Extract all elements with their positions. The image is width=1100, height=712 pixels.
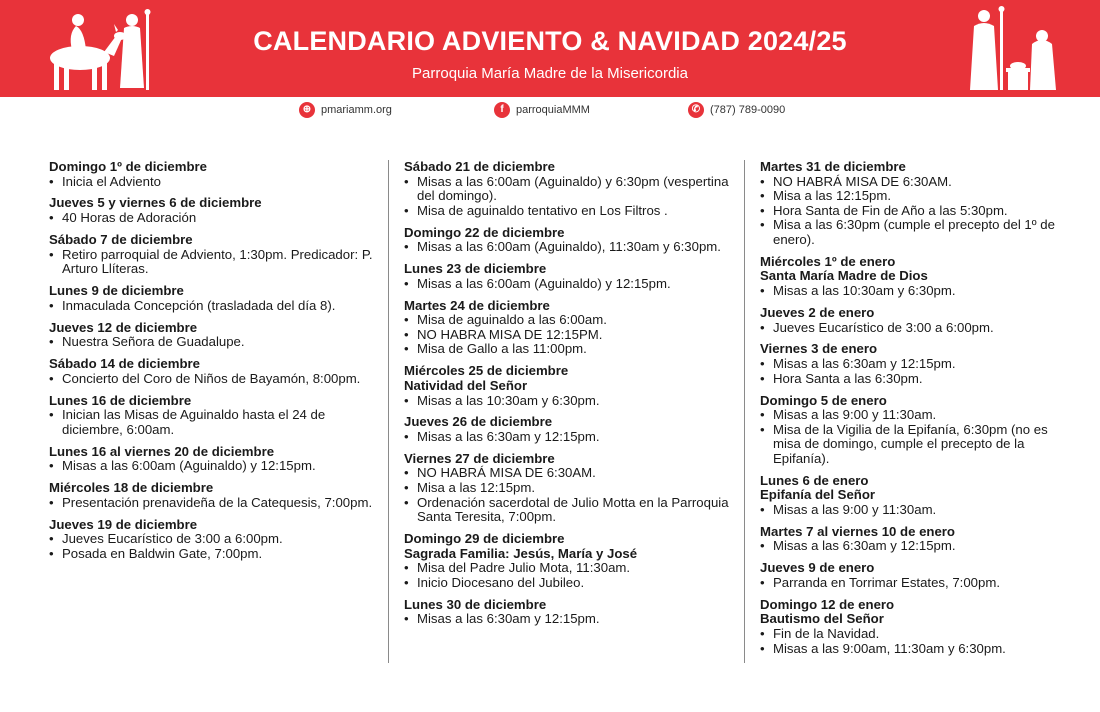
event-date: Martes 7 al viernes 10 de enero: [760, 523, 955, 539]
event-date: Domingo 12 de enero: [760, 596, 895, 612]
calendar-event: [760, 474, 1060, 518]
event-date: Sábado 14 de diciembre: [49, 356, 200, 372]
calendar-event: [760, 525, 1060, 554]
event-item: [760, 539, 1060, 554]
calendar-event: [49, 196, 379, 225]
event-item-text: Hora Santa a las 6:30pm.: [773, 370, 923, 386]
event-date: Miércoles 1º de enero: [760, 253, 896, 269]
column-3: [760, 160, 1060, 663]
event-date: Martes 31 de diciembre: [760, 159, 906, 174]
calendar-event: [49, 233, 379, 277]
event-item-text: Posada en Baldwin Gate, 7:00pm.: [62, 545, 263, 561]
calendar-event: [49, 481, 379, 510]
event-item-text: Ordenación sacerdotal de Julio Motta en la Parroquia Santa Teresita, 7:00pm.: [417, 494, 729, 525]
event-feast: Natividad del Señor: [404, 377, 528, 393]
event-item: [49, 175, 379, 190]
event-item-text: Misas a las 6:30am y 12:15pm.: [417, 611, 600, 627]
event-item-text: Misas a las 6:30am y 12:15pm.: [773, 538, 956, 554]
event-date: Lunes 30 de diciembre: [404, 596, 547, 612]
event-item-text: Misas a las 9:00 y 11:30am.: [773, 501, 937, 517]
event-item: [404, 576, 734, 591]
event-item: [404, 328, 734, 343]
event-feast: Bautismo del Señor: [760, 611, 884, 627]
event-date: Lunes 16 de diciembre: [49, 392, 192, 408]
event-item: [404, 496, 734, 525]
parish-name: Parroquia María Madre de la Misericordia: [412, 65, 688, 82]
event-item: [404, 481, 734, 496]
event-date: Domingo 1º de diciembre: [49, 159, 207, 174]
calendar-event: [49, 321, 379, 350]
event-item-text: Misas a las 6:30am y 12:15pm.: [417, 428, 600, 444]
calendar-event: [404, 532, 734, 590]
column-1: [49, 160, 379, 569]
event-item-text: Misa de aguinaldo tentativo en Los Filtros .: [417, 202, 668, 218]
calendar-event: [404, 415, 734, 444]
phone-icon: ✆: [688, 102, 704, 118]
calendar-event: [404, 160, 734, 218]
event-item: [760, 204, 1060, 219]
event-item-text: 40 Horas de Adoración: [62, 210, 197, 226]
event-item-text: Presentación prenavideña de la Catequesis, 7:00pm.: [62, 494, 373, 510]
event-item: [404, 313, 734, 328]
website-text: pmariamm.org: [321, 104, 392, 116]
column-2: [404, 160, 734, 634]
event-item-text: Misas a las 9:00am, 11:30am y 6:30pm.: [773, 640, 1006, 656]
event-item-text: Concierto del Coro de Niños de Bayamón, 8:00pm.: [62, 370, 361, 386]
header-banner: [0, 0, 1100, 97]
event-item-text: Inician las Misas de Aguinaldo hasta el 24 de diciembre, 6:00am.: [62, 407, 326, 437]
event-item-text: Misa de la Vigilia de la Epifanía, 6:30pm (no es misa de domingo, cumple el precepto de la Epifanía).: [773, 421, 1048, 466]
phone-text: (787) 789-0090: [710, 104, 786, 116]
event-item-text: Retiro parroquial de Adviento, 1:30pm. Predicador: P. Arturo Llíteras.: [62, 246, 373, 277]
event-item: [49, 496, 379, 511]
event-item-text: Misas a las 6:00am (Aguinaldo) y 12:15pm.: [417, 275, 671, 291]
calendar-event: [49, 160, 379, 189]
event-item-text: Inmaculada Concepción (trasladada del día 8).: [62, 297, 336, 313]
event-item: [760, 218, 1060, 247]
event-item: [404, 561, 734, 576]
event-item: [760, 408, 1060, 423]
event-item: [760, 357, 1060, 372]
event-item: [760, 503, 1060, 518]
event-item-text: NO HABRA MISA DE 12:15PM.: [417, 326, 603, 342]
event-date: Miércoles 25 de diciembre: [404, 363, 569, 379]
event-item-text: Misas a las 10:30am y 6:30pm.: [417, 392, 600, 408]
event-item: [404, 394, 734, 409]
calendar-event: [49, 394, 379, 438]
calendar-event: [760, 342, 1060, 386]
event-item: [404, 342, 734, 357]
event-item-text: Nuestra Señora de Guadalupe.: [62, 334, 245, 350]
event-date: Domingo 29 de diciembre: [404, 531, 565, 547]
event-item-text: NO HABRÁ MISA DE 6:30AM.: [417, 465, 596, 481]
event-item-text: Misa del Padre Julio Mota, 11:30am.: [417, 560, 631, 576]
event-feast: Sagrada Familia: Jesús, María y José: [404, 545, 638, 561]
event-date: Jueves 9 de enero: [760, 560, 875, 576]
calendar-event: [760, 306, 1060, 335]
event-item-text: NO HABRÁ MISA DE 6:30AM.: [773, 173, 952, 189]
phone-link[interactable]: [688, 102, 785, 118]
contact-bar: [0, 100, 1100, 122]
calendar-event: [49, 445, 379, 474]
event-item: [49, 532, 379, 547]
event-item: [760, 576, 1060, 591]
event-item-text: Inicia el Adviento: [62, 173, 161, 189]
facebook-icon: f: [494, 102, 510, 118]
event-date: Jueves 2 de enero: [760, 304, 875, 320]
calendar-event: [49, 518, 379, 562]
event-date: Miércoles 18 de diciembre: [49, 480, 214, 496]
nativity-silhouette-icon: [962, 6, 1062, 92]
event-item-text: Hora Santa de Fin de Año a las 5:30pm.: [773, 202, 1008, 218]
event-item: [49, 372, 379, 387]
calendar-event: [760, 598, 1060, 656]
column-divider: [388, 160, 389, 663]
calendar-event: [404, 226, 734, 255]
event-item-text: Misas a las 9:00 y 11:30am.: [773, 407, 937, 423]
event-item: [760, 642, 1060, 657]
event-item: [760, 321, 1060, 336]
event-date: Lunes 9 de diciembre: [49, 283, 184, 299]
event-item-text: Misa a las 12:15pm.: [773, 188, 892, 204]
event-item: [404, 612, 734, 627]
calendar-event: [760, 394, 1060, 467]
event-item: [49, 459, 379, 474]
event-date: Domingo 5 de enero: [760, 392, 887, 408]
column-divider: [744, 160, 745, 663]
event-item: [760, 423, 1060, 467]
calendar-event: [49, 284, 379, 313]
event-item-text: Jueves Eucarístico de 3:00 a 6:00pm.: [62, 531, 283, 547]
event-date: Domingo 22 de diciembre: [404, 224, 565, 240]
event-date: Lunes 6 de enero: [760, 472, 869, 488]
calendar-event: [404, 452, 734, 525]
event-item: [49, 211, 379, 226]
event-date: Jueves 12 de diciembre: [49, 319, 198, 335]
facebook-text: parroquiaMMM: [516, 104, 590, 116]
event-item-text: Misas a las 10:30am y 6:30pm.: [773, 283, 956, 299]
event-item: [404, 175, 734, 204]
event-item: [760, 627, 1060, 642]
event-item: [760, 372, 1060, 387]
event-item-text: Misa de aguinaldo a las 6:00am.: [417, 312, 607, 328]
calendar-event: [760, 561, 1060, 590]
event-item-text: Misa a las 12:15pm.: [417, 480, 536, 496]
calendar-event: [404, 262, 734, 291]
event-item: [404, 277, 734, 292]
event-item-text: Misas a las 6:00am (Aguinaldo) y 6:30pm (vespertina del domingo).: [417, 173, 729, 204]
event-item: [760, 175, 1060, 190]
event-date: Martes 24 de diciembre: [404, 297, 550, 313]
website-link[interactable]: [299, 102, 392, 118]
event-item: [760, 284, 1060, 299]
event-item: [404, 430, 734, 445]
event-item-text: Inicio Diocesano del Jubileo.: [417, 574, 585, 590]
calendar-event: [49, 357, 379, 386]
event-date: Sábado 7 de diciembre: [49, 231, 193, 247]
event-date: Jueves 26 de diciembre: [404, 414, 553, 430]
event-item: [49, 248, 379, 277]
event-item-text: Misas a las 6:30am y 12:15pm.: [773, 356, 956, 372]
calendar-event: [760, 160, 1060, 248]
event-item-text: Misas a las 6:00am (Aguinaldo), 11:30am y 6:30pm.: [417, 239, 721, 255]
event-item-text: Jueves Eucarístico de 3:00 a 6:00pm.: [773, 319, 994, 335]
event-item-text: Parranda en Torrimar Estates, 7:00pm.: [773, 574, 1000, 590]
calendar-event: [404, 299, 734, 357]
event-item-text: Misas a las 6:00am (Aguinaldo) y 12:15pm.: [62, 458, 316, 474]
event-feast: Epifanía del Señor: [760, 487, 876, 503]
event-item-text: Misa a las 6:30pm (cumple el precepto del 1º de enero).: [773, 217, 1055, 247]
event-item: [404, 204, 734, 219]
event-date: Jueves 5 y viernes 6 de diciembre: [49, 195, 262, 211]
event-item: [49, 408, 379, 437]
page-title: CALENDARIO ADVIENTO & NAVIDAD 2024/25: [253, 26, 847, 56]
event-date: Jueves 19 de diciembre: [49, 516, 198, 532]
event-date: Viernes 27 de diciembre: [404, 450, 555, 466]
event-date: Lunes 16 al viernes 20 de diciembre: [49, 443, 275, 459]
event-item: [49, 547, 379, 562]
event-feast: Santa María Madre de Dios: [760, 268, 928, 284]
event-item-text: Misa de Gallo a las 11:00pm.: [417, 341, 587, 357]
event-date: Viernes 3 de enero: [760, 341, 878, 357]
event-item: [760, 189, 1060, 204]
calendar-event: [404, 598, 734, 627]
event-date: Sábado 21 de diciembre: [404, 159, 555, 174]
event-date: Lunes 23 de diciembre: [404, 261, 547, 277]
globe-icon: ⊕: [299, 102, 315, 118]
event-item-text: Fin de la Navidad.: [773, 626, 880, 641]
facebook-link[interactable]: [494, 102, 590, 118]
event-item: [49, 299, 379, 314]
calendar-event: [760, 255, 1060, 299]
event-item: [404, 240, 734, 255]
event-item: [404, 466, 734, 481]
calendar-event: [404, 364, 734, 408]
event-item: [49, 335, 379, 350]
